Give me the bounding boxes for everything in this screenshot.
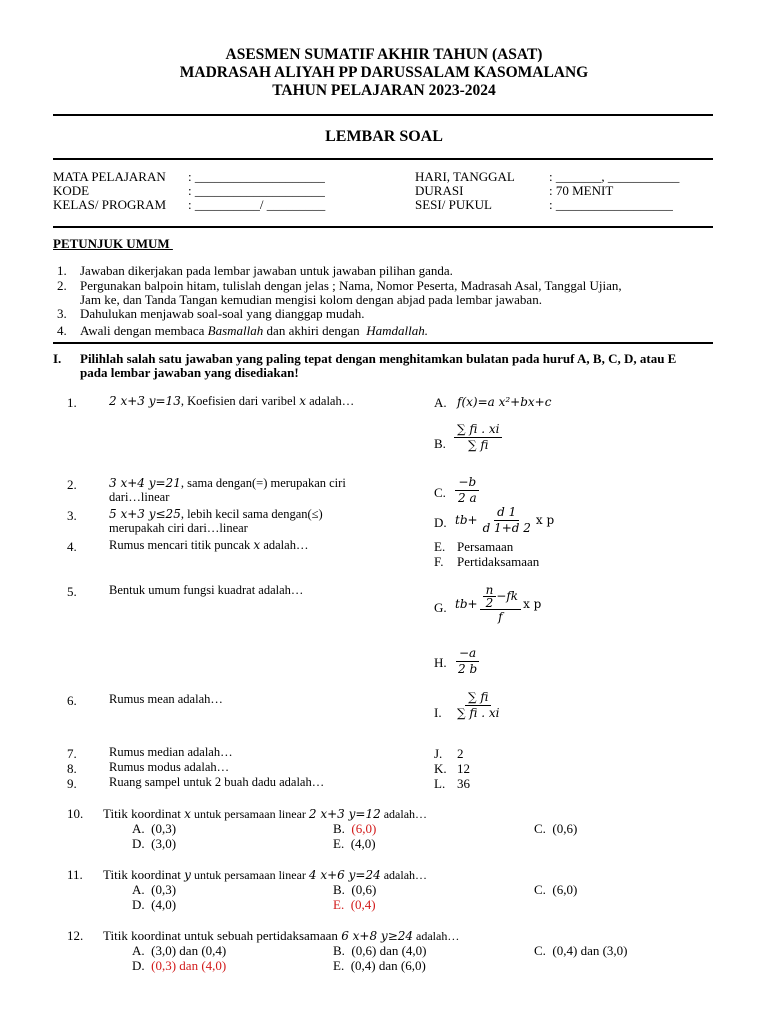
fraction-numerator: ∑ fi xyxy=(465,690,491,706)
option-value: (0,6) xyxy=(552,821,578,836)
option-formula xyxy=(452,690,504,721)
info-value-date: : _______, ___________ xyxy=(549,169,680,184)
equation: 2 x+3 y=13 xyxy=(109,394,181,408)
option-value-correct: (0,4) xyxy=(350,897,376,912)
divider xyxy=(53,114,713,116)
option-label: E. xyxy=(333,897,345,912)
option-label: D. xyxy=(132,836,145,851)
info-value-class: : __________/ _________ xyxy=(188,197,326,212)
question-part: Titik koordinat xyxy=(103,867,185,882)
question-text xyxy=(109,394,354,409)
option-formula xyxy=(453,475,482,506)
variable: y xyxy=(184,868,191,882)
question-part: adalah… xyxy=(413,929,460,943)
option-label: E. xyxy=(333,836,345,851)
option-label: C. xyxy=(534,882,546,897)
option-d xyxy=(132,836,176,852)
question-number: 10. xyxy=(67,806,84,821)
info-label-session: SESI/ PUKUL xyxy=(415,197,492,212)
fraction-numerator: ∑ fi . xi xyxy=(454,422,502,438)
option-value: (0,6) xyxy=(351,882,377,897)
variable: x xyxy=(184,807,191,821)
option-text: 12 xyxy=(457,761,470,776)
section-number: I. xyxy=(53,351,62,366)
question-part: adalah… xyxy=(260,538,309,552)
option-letter: J. xyxy=(434,746,443,761)
option-value: (4,0) xyxy=(151,897,177,912)
option-text: Pertidaksamaan xyxy=(457,554,540,569)
question-number: 7. xyxy=(67,746,77,761)
option-letter: G. xyxy=(434,600,447,615)
option-value-correct: (6,0) xyxy=(351,821,377,836)
option-letter: K. xyxy=(434,761,447,776)
option-a xyxy=(132,943,226,959)
info-label-date: HARI, TANGGAL xyxy=(415,169,515,184)
option-label: A. xyxy=(132,821,145,836)
equation: 4 x+6 y=24 xyxy=(308,868,381,882)
instruction-text: Dahulukan menjawab soal-soal yang dianggap mudah. xyxy=(80,306,365,321)
section-instruction-cont: pada lembar jawaban yang disediakan! xyxy=(80,365,299,380)
option-label: E. xyxy=(333,958,345,973)
option-label: B. xyxy=(333,882,345,897)
divider xyxy=(53,226,713,228)
option-a xyxy=(132,821,176,837)
fraction-denominator: ∑ fi . xi xyxy=(457,706,500,720)
question-part: Titik koordinat xyxy=(103,806,185,821)
instruction-text-cont: Jam ke, dan Tanda Tangan kemudian mengisi kolom dengan abjad pada lembar jawaban. xyxy=(80,292,542,307)
question-number: 5. xyxy=(67,584,77,599)
question-part: adalah… xyxy=(380,807,428,821)
fraction-numerator: d 1 xyxy=(494,505,519,521)
option-formula xyxy=(455,584,541,625)
info-value-code: : ____________________ xyxy=(188,183,325,198)
equation: 6 x+8 y≥24 xyxy=(341,929,414,943)
question-number: 9. xyxy=(67,776,77,791)
question-text: Bentuk umum fungsi kuadrat adalah… xyxy=(109,583,304,597)
question-number: 12. xyxy=(67,928,84,943)
option-formula xyxy=(452,422,504,453)
option-text: 36 xyxy=(457,776,470,791)
option-formula: f(x)=a x²+bx+c xyxy=(457,395,552,409)
variable: x xyxy=(299,394,306,408)
question-part: Titik koordinat untuk sebuah pertidaksamaan xyxy=(103,928,342,943)
info-label-duration: DURASI xyxy=(415,183,464,198)
question-part: , lebih kecil sama dengan(≤) xyxy=(180,507,323,521)
info-value-session: : __________________ xyxy=(549,197,673,212)
question-number: 6. xyxy=(67,693,77,708)
question-text xyxy=(103,867,427,883)
option-b xyxy=(333,821,376,837)
option-formula xyxy=(455,505,554,536)
fraction-numerator: −a xyxy=(456,646,479,662)
option-letter: A. xyxy=(434,395,447,410)
divider xyxy=(53,158,713,160)
option-text: 2 xyxy=(457,746,464,761)
equation: 3 x+4 y=21 xyxy=(109,476,181,490)
formula-part: x p xyxy=(535,513,555,527)
option-label: C. xyxy=(534,943,546,958)
question-number: 11. xyxy=(67,867,83,882)
instruction-num: 1. xyxy=(57,263,67,278)
question-part: , Koefisien dari varibel xyxy=(180,394,300,408)
question-part: untuk persamaan linear xyxy=(190,868,309,882)
option-value: (0,6) dan (4,0) xyxy=(351,943,427,958)
fraction-numerator xyxy=(480,584,522,610)
fraction-denominator: ∑ fi xyxy=(468,438,489,452)
section-instruction: Pilihlah salah satu jawaban yang paling tepat dengan menghitamkan bulatan pada huruf A, B, C, D, atau E xyxy=(80,351,677,366)
option-value: (3,0) xyxy=(151,836,177,851)
option-e xyxy=(333,836,376,852)
question-number: 4. xyxy=(67,539,77,554)
question-part: , sama dengan(=) merupakan ciri xyxy=(180,476,346,490)
option-label: A. xyxy=(132,882,145,897)
question-number: 2. xyxy=(67,477,77,492)
variable: x xyxy=(253,538,261,552)
option-value: (0,4) dan (3,0) xyxy=(552,943,628,958)
option-value: (0,4) dan (6,0) xyxy=(350,958,426,973)
question-text xyxy=(103,928,459,944)
option-label: B. xyxy=(333,821,345,836)
instruction-num: 4. xyxy=(57,323,67,338)
question-text xyxy=(103,806,427,822)
inner-numerator: n xyxy=(483,584,497,597)
instruction-part: dan akhiri dengan xyxy=(263,323,367,338)
question-text-cont: dari…linear xyxy=(109,490,170,504)
question-text: Rumus mean adalah… xyxy=(109,692,223,706)
basmallah-text: Basmallah xyxy=(207,323,264,338)
option-label: B. xyxy=(333,943,345,958)
instruction-text: Pergunakan balpoin hitam, tulislah dengan jelas ; Nama, Nomor Peserta, Madrasah Asal, Tanggal Ujian, xyxy=(80,278,622,293)
option-label: A. xyxy=(132,943,145,958)
question-part: adalah… xyxy=(305,394,355,408)
option-label: D. xyxy=(132,897,145,912)
option-c xyxy=(534,943,628,959)
question-part: Rumus mencari titik puncak xyxy=(109,538,254,552)
option-letter: D. xyxy=(434,515,447,530)
option-c xyxy=(534,821,577,837)
formula-part: tb+ xyxy=(455,597,478,611)
hamdallah-text: Hamdallah. xyxy=(366,323,428,338)
question-text xyxy=(109,476,346,491)
instruction-text: Jawaban dikerjakan pada lembar jawaban untuk jawaban pilihan ganda. xyxy=(80,263,453,278)
option-formula xyxy=(453,646,482,677)
question-text xyxy=(109,538,308,553)
formula-part: tb+ xyxy=(455,513,478,527)
question-text: Rumus median adalah… xyxy=(109,745,233,759)
info-value-subject: : ____________________ xyxy=(188,169,325,184)
option-value-correct: (0,3) dan (4,0) xyxy=(151,958,227,973)
info-label-code: KODE xyxy=(53,183,90,198)
option-b xyxy=(333,882,376,898)
instruction-num: 2. xyxy=(57,278,67,293)
option-e xyxy=(333,958,426,974)
option-b xyxy=(333,943,427,959)
option-label: C. xyxy=(534,821,546,836)
option-value: (6,0) xyxy=(552,882,578,897)
question-text: Rumus modus adalah… xyxy=(109,760,230,774)
option-value: (0,3) xyxy=(151,821,177,836)
divider xyxy=(53,342,713,344)
equation: 2 x+3 y=12 xyxy=(308,807,381,821)
option-letter: E. xyxy=(434,539,446,554)
option-a xyxy=(132,882,176,898)
info-label-class: KELAS/ PROGRAM xyxy=(53,197,167,212)
instruction-part: Awali dengan membaca xyxy=(80,323,208,338)
option-letter: H. xyxy=(434,655,447,670)
fraction-denominator: f xyxy=(498,610,503,624)
option-d xyxy=(132,897,176,913)
instructions-heading: PETUNJUK UMUM xyxy=(53,236,173,251)
academic-year: TAHUN PELAJARAN 2023-2024 xyxy=(272,82,496,99)
fraction-denominator: d 1+d 2 xyxy=(482,521,531,535)
option-letter: C. xyxy=(434,485,446,500)
question-number: 8. xyxy=(67,761,77,776)
option-c xyxy=(534,882,577,898)
question-text: Ruang sampel untuk 2 buah dadu adalah… xyxy=(109,775,325,789)
fraction-denominator: 2 b xyxy=(458,662,478,676)
question-part: adalah… xyxy=(380,868,428,882)
formula-part: x p xyxy=(523,597,542,611)
info-value-duration: : 70 MENIT xyxy=(549,183,614,198)
option-letter: I. xyxy=(434,705,442,720)
fraction-numerator: −b xyxy=(455,475,479,491)
option-value: (0,3) xyxy=(151,882,177,897)
equation: 5 x+3 y≤25 xyxy=(109,507,181,521)
sheet-title: LEMBAR SOAL xyxy=(325,128,443,145)
option-label: D. xyxy=(132,958,145,973)
option-e xyxy=(333,897,376,913)
option-d xyxy=(132,958,226,974)
option-letter: B. xyxy=(434,436,446,451)
instruction-text xyxy=(80,323,428,339)
formula-part: −fk xyxy=(496,589,519,603)
option-value: (4,0) xyxy=(350,836,376,851)
inner-denominator: 2 xyxy=(485,596,494,610)
option-value: (3,0) dan (0,4) xyxy=(151,943,227,958)
question-number: 1. xyxy=(67,395,77,410)
question-text-cont: merupakah ciri dari…linear xyxy=(109,521,248,535)
info-label-subject: MATA PELAJARAN xyxy=(53,169,166,184)
question-number: 3. xyxy=(67,508,77,523)
exam-title: ASESMEN SUMATIF AKHIR TAHUN (ASAT) xyxy=(225,46,543,63)
question-part: untuk persamaan linear xyxy=(190,807,309,821)
instruction-num: 3. xyxy=(57,306,67,321)
option-text: Persamaan xyxy=(457,539,514,554)
option-letter: L. xyxy=(434,776,446,791)
option-letter: F. xyxy=(434,554,444,569)
question-text xyxy=(109,507,323,522)
school-name: MADRASAH ALIYAH PP DARUSSALAM KASOMALANG xyxy=(179,64,589,81)
fraction-denominator: 2 a xyxy=(458,491,477,505)
